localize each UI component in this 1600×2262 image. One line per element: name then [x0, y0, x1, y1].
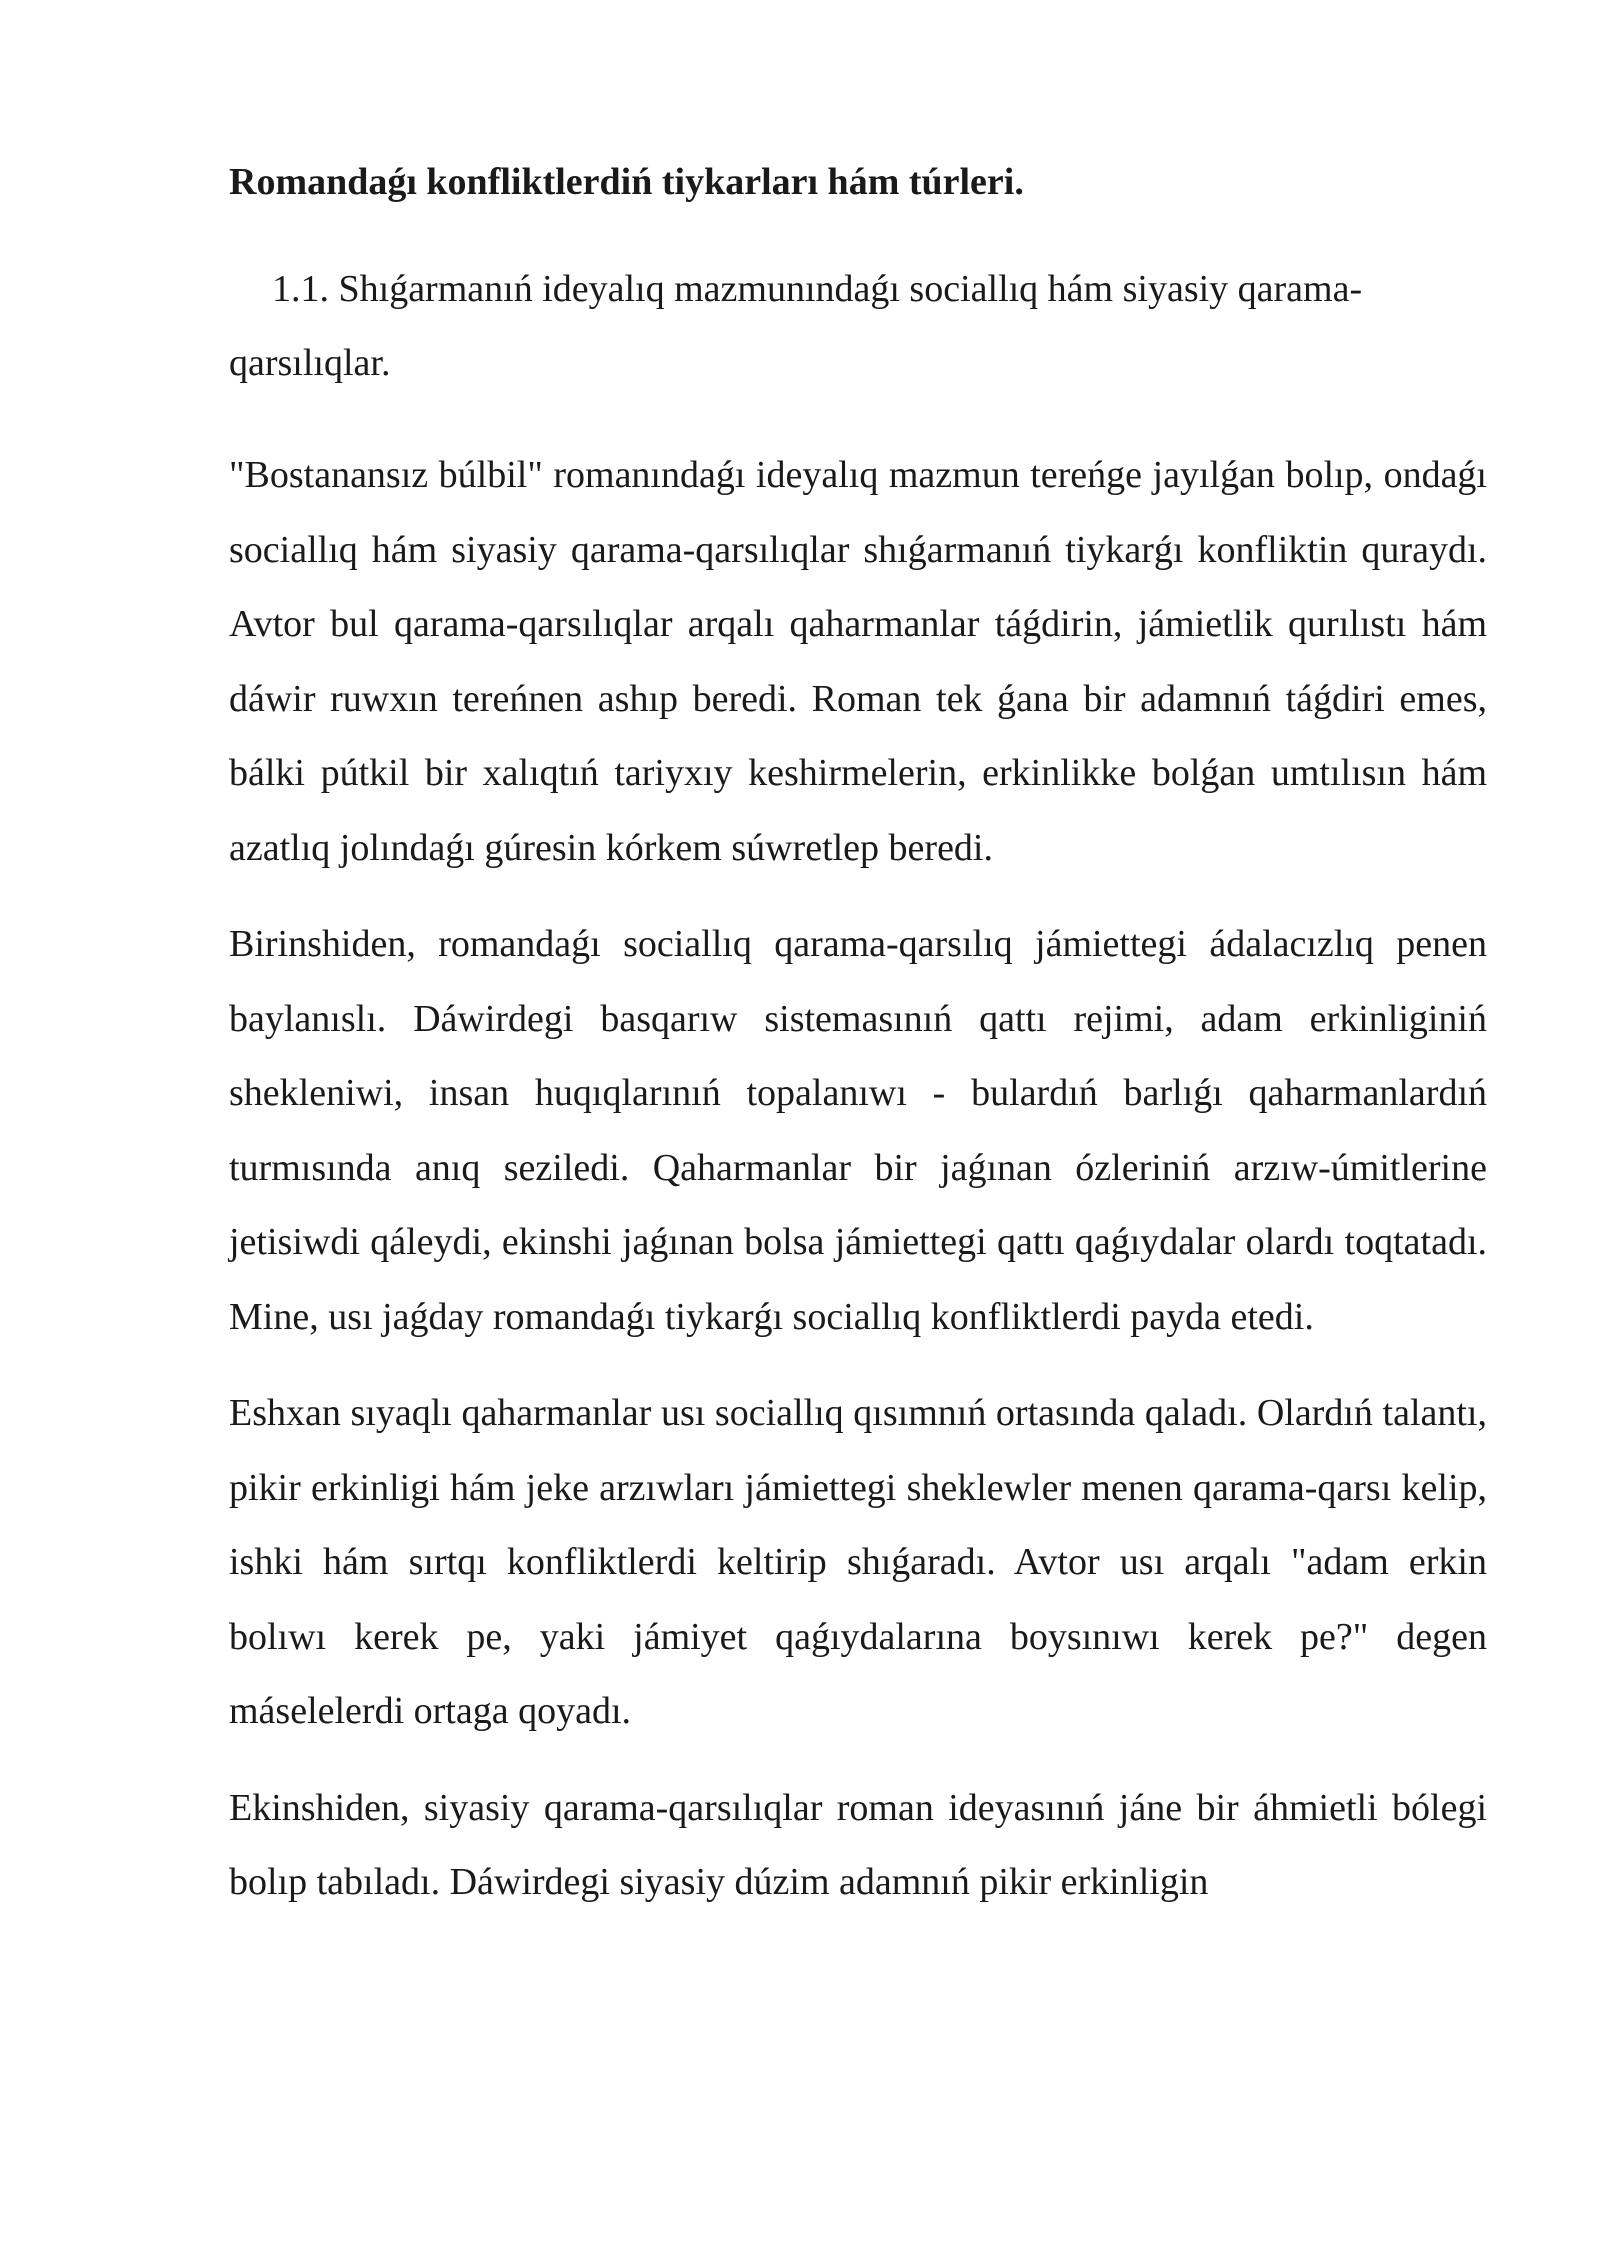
document-body [229, 150, 1487, 1942]
paragraph-1: "Bostanansız búlbil" romanındaǵı ideyalıq mazmun tereńge jayılǵan bolıp, ondaǵı sociallıq hám siyasiy qarama-qarsılıqlar shıǵarmanıń tiykarǵı konfliktin quraydı. Avtor bul qarama-qarsılıqlar arqalı qaharmanlar táǵdirin, jámietlik qurılıstı hám dáwir ruwxın tereńnen ashıp beredi. Roman tek ǵana bir adamnıń táǵdiri emes, bálki pútkil bir xalıqtıń tariyxıy keshirmelerin, erkinlikke bolǵan umtılısın hám azatlıq jolındaǵı gúresin kórkem súwretlep beredi. [229, 454, 1487, 869]
document-title: Romandaǵı konfliktlerdiń tiykarları hám túrleri. [229, 161, 1024, 203]
paragraph-2: Birinshiden, romandaǵı sociallıq qarama-qarsılıq jámiettegi ádalacızlıq penen baylanıslı. Dáwirdegi basqarıw sistemasınıń qattı rejimi, adam erkinliginiń shekleniwi, insan huqıqlarınıń topalanıwı - bulardıń barlıǵı qaharmanlardıń turmısında anıq seziledi. Qaharmanlar bir jaǵınan ózleriniń arzıw-úmitlerine jetisiwdi qáleydi, ekinshi jaǵınan bolsa jámiettegi qattı qaǵıydalar olardı toqtatadı. Mine, usı jaǵday romandaǵı tiykarǵı sociallıq konfliktlerdi payda etedi. [229, 923, 1487, 1338]
section-heading: 1.1. Shıǵarmanıń ideyalıq mazmunındaǵı sociallıq hám siyasiy qarama-qarsılıqlar. [229, 268, 1363, 384]
paragraph-3: Eshxan sıyaqlı qaharmanlar usı sociallıq qısımnıń ortasında qaladı. Olardıń talantı, pikir erkinligi hám jeke arzıwları jámiettegi sheklewler menen qarama-qarsı kelip, ishki hám sırtqı konfliktlerdi keltirip shıǵaradı. Avtor usı arqalı "adam erkin bolıwı kerek pe, yaki jámiyet qaǵıydalarına boysınıwı kerek pe?" degen máselelerdi ortaga qoyadı. [229, 1392, 1487, 1732]
paragraph-4: Ekinshiden, siyasiy qarama-qarsılıqlar roman ideyasınıń jáne bir áhmietli bólegi bolıp tabıladı. Dáwirdegi siyasiy dúzim adamnıń pikir erkinligin [229, 1786, 1487, 1903]
